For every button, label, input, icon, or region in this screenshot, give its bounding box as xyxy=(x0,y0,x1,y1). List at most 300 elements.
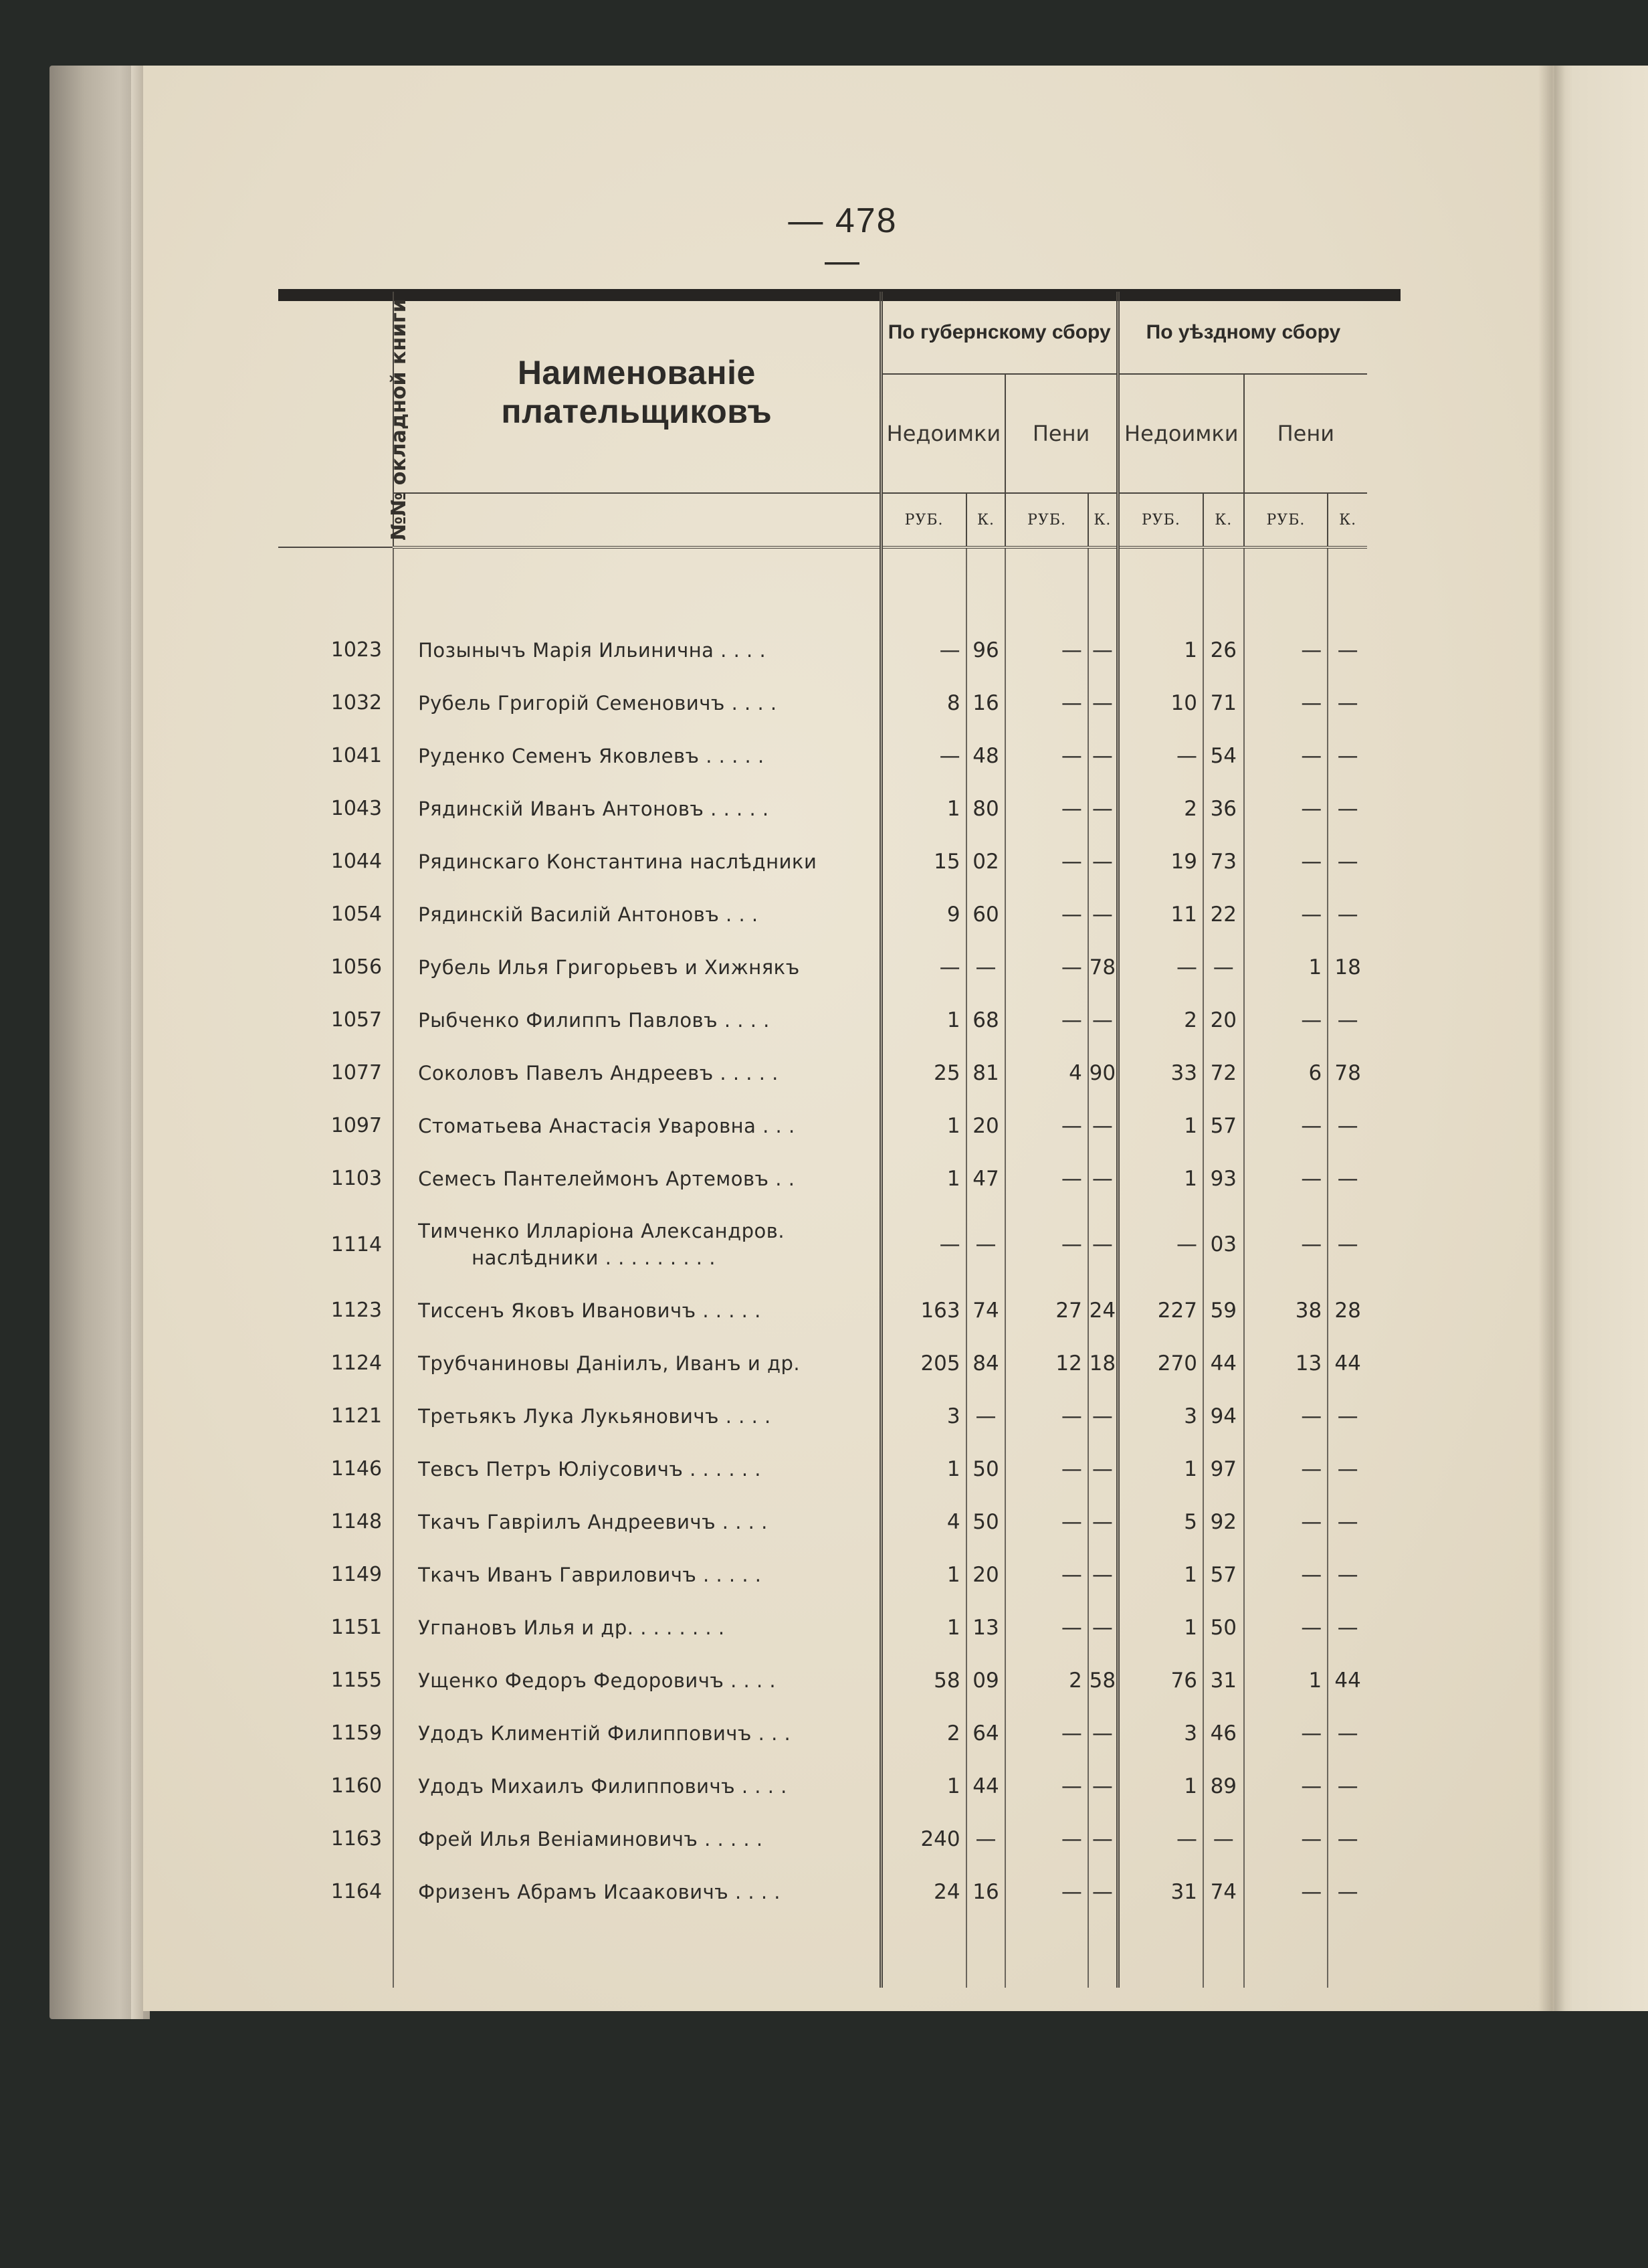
amount-cell-u-n-k: 59 xyxy=(1203,1284,1244,1337)
amount-cell-u-p-r: — xyxy=(1244,782,1328,835)
amount-cell-g-p-r: — xyxy=(1005,729,1088,782)
table-row xyxy=(278,1099,1367,1152)
amount-cell-g-p-r: — xyxy=(1005,941,1088,994)
amount-cell-g-p-r: — xyxy=(1005,1152,1088,1205)
header-uezd-penalties: Пени xyxy=(1244,374,1367,493)
arrears-table xyxy=(278,292,1367,1988)
payer-name-cell xyxy=(393,1205,881,1284)
amount-cell-g-p-r: — xyxy=(1005,1865,1088,1918)
cell xyxy=(393,547,881,624)
amount-cell-g-n-r: 1 xyxy=(881,1760,966,1812)
amount-cell-u-n-r: 227 xyxy=(1118,1284,1203,1337)
amount-cell-u-p-k: — xyxy=(1337,849,1358,874)
ledger-number-cell: 1041 xyxy=(278,729,393,782)
amount-cell-u-n-k: 57 xyxy=(1203,1099,1244,1152)
amount-cell-g-p-k: — xyxy=(1088,1812,1118,1865)
amount-cell-u-p-k: 44 xyxy=(1334,1668,1361,1693)
table-row xyxy=(278,1707,1367,1760)
amount-cell-g-n-r: — xyxy=(881,941,966,994)
amount-cell-g-p-k: 24 xyxy=(1088,1284,1118,1337)
table-row xyxy=(278,1865,1367,1918)
amount-cell-u-n-k: 22 xyxy=(1203,888,1244,941)
amount-cell-u-n-r: 10 xyxy=(1118,676,1203,729)
cell xyxy=(966,1918,1006,1988)
table-body xyxy=(278,547,1367,1988)
amount-cell-g-p-k: — xyxy=(1088,1601,1118,1654)
amount-cell-g-p-k: — xyxy=(1088,1865,1118,1918)
amount-cell-g-p-r: — xyxy=(1005,1099,1088,1152)
amount-cell-u-p-k: — xyxy=(1337,1721,1358,1745)
header-group-uezd: По уѣздному сбору xyxy=(1118,292,1367,374)
amount-cell-u-n-r: — xyxy=(1118,941,1203,994)
amount-cell-g-p-r: — xyxy=(1005,676,1088,729)
amount-cell-u-p-k: 44 xyxy=(1334,1351,1361,1376)
amount-cell-u-n-r: 76 xyxy=(1118,1654,1203,1707)
amount-cell-u-p-k: 78 xyxy=(1334,1060,1361,1085)
amount-cell-g-p-r: — xyxy=(1005,994,1088,1046)
ledger-number-cell: 1151 xyxy=(278,1601,393,1654)
amount-cell-u-n-k: 50 xyxy=(1203,1601,1244,1654)
ledger-number-cell: 1103 xyxy=(278,1152,393,1205)
amount-cell-g-p-r: — xyxy=(1005,624,1088,676)
amount-cell-g-p-k: 78 xyxy=(1088,941,1118,994)
amount-cell-g-n-k: 44 xyxy=(966,1760,1006,1812)
ledger-number-cell: 1023 xyxy=(278,624,393,676)
ledger-number-cell: 1123 xyxy=(278,1284,393,1337)
amount-cell-u-p-k: — xyxy=(1337,1456,1358,1481)
amount-cell-u-n-r: 270 xyxy=(1118,1337,1203,1390)
payer-name-cell: Тиссенъ Яковъ Ивановичъ . . . . . xyxy=(393,1284,881,1337)
table-row xyxy=(278,1152,1367,1205)
table-row xyxy=(278,1495,1367,1548)
amount-cell-u-p-r: — xyxy=(1244,1707,1328,1760)
amount-cell-g-n-k: 20 xyxy=(966,1548,1006,1601)
amount-cell-g-p-k: — xyxy=(1088,676,1118,729)
amount-cell-u-n-k: 97 xyxy=(1203,1442,1244,1495)
amount-cell-g-p-r: — xyxy=(1005,1760,1088,1812)
amount-cell-g-p-r: — xyxy=(1005,1495,1088,1548)
ledger-number-cell: 1163 xyxy=(278,1812,393,1865)
table-row xyxy=(278,1442,1367,1495)
payer-name-cell: Трубчаниновы Даніилъ, Иванъ и др. xyxy=(393,1337,881,1390)
amount-cell-u-n-r: 5 xyxy=(1118,1495,1203,1548)
amount-cell-g-p-r: — xyxy=(1005,835,1088,888)
header-unit-rub: РУБ. xyxy=(1244,493,1328,547)
table-row xyxy=(278,676,1367,729)
header-unit-rub: РУБ. xyxy=(1005,493,1088,547)
ledger-number-cell: 1160 xyxy=(278,1760,393,1812)
payer-name-cell: Фрей Илья Веніаминовичъ . . . . . xyxy=(393,1812,881,1865)
payer-name-cell: Соколовъ Павелъ Андреевъ . . . . . xyxy=(393,1046,881,1099)
amount-cell-u-n-r: 1 xyxy=(1118,1548,1203,1601)
amount-cell-u-n-k: 94 xyxy=(1203,1390,1244,1442)
amount-cell-g-n-r: 163 xyxy=(881,1284,966,1337)
amount-cell-u-n-r: 31 xyxy=(1118,1865,1203,1918)
amount-cell-g-n-k: 50 xyxy=(966,1495,1006,1548)
header-name-spacer xyxy=(393,493,881,547)
amount-cell-g-n-k: 64 xyxy=(966,1707,1006,1760)
amount-cell-u-p-r: — xyxy=(1244,1812,1328,1865)
amount-cell-u-n-r: 1 xyxy=(1118,1442,1203,1495)
amount-cell-u-p-r: — xyxy=(1244,994,1328,1046)
amount-cell-g-p-k: — xyxy=(1088,1152,1118,1205)
amount-cell-u-n-k: 74 xyxy=(1203,1865,1244,1918)
amount-cell-g-p-r: — xyxy=(1005,782,1088,835)
amount-cell-u-p-r: — xyxy=(1244,1601,1328,1654)
header-unit-kop: К. xyxy=(1203,493,1244,547)
amount-cell-g-n-k: — xyxy=(966,1390,1006,1442)
header-unit-rub: РУБ. xyxy=(1118,493,1203,547)
amount-cell-g-n-r: 240 xyxy=(881,1812,966,1865)
amount-cell-u-p-k: — xyxy=(1337,1166,1358,1191)
amount-cell-g-p-k: — xyxy=(1088,1390,1118,1442)
table-row xyxy=(278,1284,1367,1337)
ledger-number-cell: 1159 xyxy=(278,1707,393,1760)
amount-cell-u-p-k: — xyxy=(1337,638,1358,662)
amount-cell-g-n-k: 02 xyxy=(966,835,1006,888)
amount-cell-u-p-k: — xyxy=(1337,1113,1358,1138)
amount-cell-g-n-r: 1 xyxy=(881,1152,966,1205)
amount-cell-g-n-r: 1 xyxy=(881,1099,966,1152)
header-gub-arrears: Недоимки xyxy=(881,374,1005,493)
amount-cell-g-p-k: 18 xyxy=(1088,1337,1118,1390)
amount-cell-g-n-k: 68 xyxy=(966,994,1006,1046)
book-cover-edge xyxy=(131,66,143,2019)
amount-cell-g-p-k: — xyxy=(1088,1205,1118,1284)
payer-name-cell: Рядинскій Василій Антоновъ . . . xyxy=(393,888,881,941)
amount-cell-u-n-r: — xyxy=(1118,1205,1203,1284)
amount-cell-u-p-k: — xyxy=(1337,1509,1358,1534)
amount-cell-g-p-r: — xyxy=(1005,1601,1088,1654)
amount-cell-g-n-k: 16 xyxy=(966,676,1006,729)
amount-cell-g-n-r: 2 xyxy=(881,1707,966,1760)
amount-cell-g-n-k: 81 xyxy=(966,1046,1006,1099)
amount-cell-u-p-k: — xyxy=(1337,1826,1358,1851)
amount-cell-u-p-r: 13 xyxy=(1244,1337,1328,1390)
cell xyxy=(1328,547,1367,624)
ledger-number-cell: 1164 xyxy=(278,1865,393,1918)
header-group-gubernia: По губернскому сбору xyxy=(881,292,1118,374)
table-row xyxy=(278,782,1367,835)
payer-name-cell: Рядинскаго Константина наслѣдники xyxy=(393,835,881,888)
amount-cell-g-n-k: — xyxy=(966,1205,1006,1284)
amount-cell-u-p-r: — xyxy=(1244,888,1328,941)
header-gub-penalties: Пени xyxy=(1005,374,1118,493)
amount-cell-u-n-k: 36 xyxy=(1203,782,1244,835)
amount-cell-g-n-r: 205 xyxy=(881,1337,966,1390)
amount-cell-g-n-r: 24 xyxy=(881,1865,966,1918)
amount-cell-g-n-k: 84 xyxy=(966,1337,1006,1390)
ledger-number-cell: 1077 xyxy=(278,1046,393,1099)
amount-cell-g-p-k: — xyxy=(1088,1548,1118,1601)
amount-cell-g-p-k: — xyxy=(1088,729,1118,782)
amount-cell-g-n-k: 13 xyxy=(966,1601,1006,1654)
cell xyxy=(966,547,1006,624)
page-gutter xyxy=(1538,66,1565,2011)
amount-cell-u-n-r: 3 xyxy=(1118,1707,1203,1760)
payer-name-cell: Семесъ Пантелеймонъ Артемовъ . . xyxy=(393,1152,881,1205)
payer-name-line: Тимченко Илларіона Александров. xyxy=(418,1220,785,1242)
amount-cell-u-p-k: — xyxy=(1337,743,1358,768)
amount-cell-u-p-r: — xyxy=(1244,1495,1328,1548)
amount-cell-u-n-k: 92 xyxy=(1203,1495,1244,1548)
amount-cell-g-n-r: 1 xyxy=(881,782,966,835)
amount-cell-u-p-r: — xyxy=(1244,1205,1328,1284)
amount-cell-u-p-r: — xyxy=(1244,1865,1328,1918)
amount-cell-g-p-r: — xyxy=(1005,1205,1088,1284)
amount-cell-u-n-k: 31 xyxy=(1203,1654,1244,1707)
amount-cell-g-n-k: — xyxy=(966,1812,1006,1865)
cell xyxy=(278,1918,393,1988)
ledger-number-cell: 1155 xyxy=(278,1654,393,1707)
amount-cell-g-n-r: 15 xyxy=(881,835,966,888)
amount-cell-g-n-r: 8 xyxy=(881,676,966,729)
ledger-number-cell: 1149 xyxy=(278,1548,393,1601)
amount-cell-u-p-k: — xyxy=(1337,902,1358,927)
amount-cell-g-n-r: 1 xyxy=(881,1442,966,1495)
amount-cell-g-p-k: — xyxy=(1088,888,1118,941)
ledger-number-cell: 1032 xyxy=(278,676,393,729)
amount-cell-u-n-k: 46 xyxy=(1203,1707,1244,1760)
amount-cell-g-p-k: 58 xyxy=(1088,1654,1118,1707)
ledger-number-cell: 1121 xyxy=(278,1390,393,1442)
amount-cell-g-n-k: 20 xyxy=(966,1099,1006,1152)
payer-name-cell: Тевсъ Петръ Юліусовичъ . . . . . . xyxy=(393,1442,881,1495)
table-row xyxy=(278,888,1367,941)
amount-cell-g-n-k: 96 xyxy=(966,624,1006,676)
amount-cell-g-p-r: — xyxy=(1005,1707,1088,1760)
payer-name-cell: Ткачъ Иванъ Гавриловичъ . . . . . xyxy=(393,1548,881,1601)
amount-cell-u-p-k: 18 xyxy=(1334,955,1361,979)
amount-cell-g-n-k: 47 xyxy=(966,1152,1006,1205)
table-row xyxy=(278,1205,1367,1284)
amount-cell-u-p-r: — xyxy=(1244,1152,1328,1205)
page-number: — 478 — xyxy=(788,201,898,280)
payer-name-cell: Ущенко Федоръ Федоровичъ . . . . xyxy=(393,1654,881,1707)
header-unit-kop: К. xyxy=(1088,493,1118,547)
ledger-number-cell: 1044 xyxy=(278,835,393,888)
table-row xyxy=(278,1812,1367,1865)
amount-cell-g-p-r: — xyxy=(1005,1390,1088,1442)
amount-cell-g-p-r: 27 xyxy=(1005,1284,1088,1337)
amount-cell-g-p-k: 90 xyxy=(1088,1046,1118,1099)
payer-name-cell: Фризенъ Абрамъ Исааковичъ . . . . xyxy=(393,1865,881,1918)
amount-cell-u-n-r: 1 xyxy=(1118,624,1203,676)
amount-cell-u-p-r: — xyxy=(1244,1548,1328,1601)
amount-cell-g-n-r: — xyxy=(881,729,966,782)
amount-cell-u-p-k: — xyxy=(1337,1232,1358,1256)
amount-cell-u-n-r: — xyxy=(1118,729,1203,782)
amount-cell-g-p-k: — xyxy=(1088,624,1118,676)
amount-cell-u-n-k: 54 xyxy=(1203,729,1244,782)
table-row xyxy=(278,994,1367,1046)
table-row xyxy=(278,1337,1367,1390)
amount-cell-u-n-k: 72 xyxy=(1203,1046,1244,1099)
amount-cell-u-n-k: 73 xyxy=(1203,835,1244,888)
amount-cell-g-p-r: 4 xyxy=(1005,1046,1088,1099)
amount-cell-g-n-r: — xyxy=(881,1205,966,1284)
amount-cell-u-p-r: — xyxy=(1244,1390,1328,1442)
amount-cell-u-n-k: 89 xyxy=(1203,1760,1244,1812)
amount-cell-u-p-r: — xyxy=(1244,1099,1328,1152)
amount-cell-u-p-k: — xyxy=(1337,1008,1358,1032)
amount-cell-g-n-r: 25 xyxy=(881,1046,966,1099)
ledger-number-cell: 1114 xyxy=(278,1205,393,1284)
amount-cell-g-p-r: 2 xyxy=(1005,1654,1088,1707)
cell xyxy=(1118,547,1203,624)
amount-cell-g-p-k: — xyxy=(1088,1495,1118,1548)
cell xyxy=(1088,1918,1118,1988)
amount-cell-u-n-k: 03 xyxy=(1203,1205,1244,1284)
amount-cell-g-n-k: 50 xyxy=(966,1442,1006,1495)
cell xyxy=(1328,1918,1367,1988)
payer-name-line-2: наслѣдники . . . . . . . . . xyxy=(472,1246,716,1269)
table-row xyxy=(278,1548,1367,1601)
amount-cell-g-p-k: — xyxy=(1088,1707,1118,1760)
amount-cell-g-n-k: 48 xyxy=(966,729,1006,782)
table-row xyxy=(278,1760,1367,1812)
amount-cell-g-n-k: — xyxy=(966,941,1006,994)
table-row xyxy=(278,1654,1367,1707)
cell xyxy=(1203,547,1244,624)
amount-cell-u-p-r: — xyxy=(1244,835,1328,888)
payer-name-cell: Позынычъ Марія Ильинична . . . . xyxy=(393,624,881,676)
table-row xyxy=(278,835,1367,888)
ledger-number-cell: 1124 xyxy=(278,1337,393,1390)
amount-cell-u-n-k: 26 xyxy=(1203,624,1244,676)
amount-cell-u-n-r: 1 xyxy=(1118,1760,1203,1812)
amount-cell-u-p-k: — xyxy=(1337,1562,1358,1587)
amount-cell-g-p-r: — xyxy=(1005,888,1088,941)
amount-cell-u-p-r: 38 xyxy=(1244,1284,1328,1337)
payer-name-cell: Удодъ Михаилъ Филипповичъ . . . . xyxy=(393,1760,881,1812)
amount-cell-g-p-r: — xyxy=(1005,1548,1088,1601)
amount-cell-u-p-r: — xyxy=(1244,676,1328,729)
table-row xyxy=(278,729,1367,782)
amount-cell-g-p-r: — xyxy=(1005,1442,1088,1495)
amount-cell-u-n-r: 1 xyxy=(1118,1601,1203,1654)
header-payer-name: Наименованіе плательщиковъ xyxy=(393,292,881,493)
amount-cell-g-n-r: 3 xyxy=(881,1390,966,1442)
cell xyxy=(1088,547,1118,624)
amount-cell-u-n-r: 3 xyxy=(1118,1390,1203,1442)
cell xyxy=(278,547,393,624)
amount-cell-u-n-k: 57 xyxy=(1203,1548,1244,1601)
amount-cell-g-n-k: 60 xyxy=(966,888,1006,941)
payer-name-cell: Удодъ Климентій Филипповичъ . . . xyxy=(393,1707,881,1760)
header-ledger-number-text: №№ окладной книги xyxy=(387,298,411,541)
amount-cell-g-n-r: 1 xyxy=(881,994,966,1046)
header-uezd-arrears: Недоимки xyxy=(1118,374,1243,493)
cell xyxy=(1005,547,1088,624)
cell xyxy=(1244,1918,1328,1988)
cell xyxy=(1005,1918,1088,1988)
amount-cell-u-p-r: 1 xyxy=(1244,941,1328,994)
table-row xyxy=(278,624,1367,676)
table-row xyxy=(278,941,1367,994)
amount-cell-u-n-r: 19 xyxy=(1118,835,1203,888)
amount-cell-g-n-r: 1 xyxy=(881,1548,966,1601)
amount-cell-u-p-k: — xyxy=(1337,796,1358,821)
payer-name-cell: Рубель Григорій Семеновичъ . . . . xyxy=(393,676,881,729)
payer-name-cell: Стоматьева Анастасія Уваровна . . . xyxy=(393,1099,881,1152)
amount-cell-u-n-k: 20 xyxy=(1203,994,1244,1046)
payer-name-cell: Угпановъ Илья и др. . . . . . . . xyxy=(393,1601,881,1654)
amount-cell-g-n-r: 4 xyxy=(881,1495,966,1548)
amount-cell-g-n-k: 74 xyxy=(966,1284,1006,1337)
ledger-number-cell: 1056 xyxy=(278,941,393,994)
cell xyxy=(881,547,966,624)
cell xyxy=(393,1918,881,1988)
amount-cell-u-p-k: — xyxy=(1337,1774,1358,1798)
amount-cell-u-n-k: — xyxy=(1203,1812,1244,1865)
amount-cell-g-p-k: — xyxy=(1088,782,1118,835)
cell xyxy=(1203,1918,1244,1988)
payer-name-cell: Рядинскій Иванъ Антоновъ . . . . . xyxy=(393,782,881,835)
ledger-number-cell: 1146 xyxy=(278,1442,393,1495)
amount-cell-u-p-k: — xyxy=(1337,1615,1358,1640)
amount-cell-g-n-k: 09 xyxy=(966,1654,1006,1707)
amount-cell-u-p-k: — xyxy=(1337,690,1358,715)
header-unit-kop: К. xyxy=(966,493,1006,547)
ledger-number-cell: 1054 xyxy=(278,888,393,941)
payer-name-cell: Ткачъ Гавріилъ Андреевичъ . . . . xyxy=(393,1495,881,1548)
cell xyxy=(1244,547,1328,624)
amount-cell-g-n-r: 9 xyxy=(881,888,966,941)
table-row xyxy=(278,1046,1367,1099)
amount-cell-g-p-k: — xyxy=(1088,1099,1118,1152)
amount-cell-u-n-k: — xyxy=(1203,941,1244,994)
amount-cell-u-n-k: 44 xyxy=(1203,1337,1244,1390)
amount-cell-u-p-k: — xyxy=(1337,1404,1358,1428)
amount-cell-g-p-k: — xyxy=(1088,1760,1118,1812)
amount-cell-u-p-r: 1 xyxy=(1244,1654,1328,1707)
amount-cell-g-p-k: — xyxy=(1088,994,1118,1046)
payer-name-cell: Руденко Семенъ Яковлевъ . . . . . xyxy=(393,729,881,782)
amount-cell-u-p-r: — xyxy=(1244,624,1328,676)
amount-cell-g-p-k: — xyxy=(1088,835,1118,888)
header-unit-rub: РУБ. xyxy=(881,493,966,547)
amount-cell-u-n-r: 1 xyxy=(1118,1099,1203,1152)
ledger-number-cell: 1043 xyxy=(278,782,393,835)
amount-cell-u-p-r: — xyxy=(1244,1760,1328,1812)
amount-cell-u-p-r: — xyxy=(1244,729,1328,782)
table-row xyxy=(278,1390,1367,1442)
amount-cell-g-n-r: 58 xyxy=(881,1654,966,1707)
payer-name-cell: Рубель Илья Григорьевъ и Хижнякъ xyxy=(393,941,881,994)
payer-name-cell: Рыбченко Филиппъ Павловъ . . . . xyxy=(393,994,881,1046)
cell xyxy=(1118,1918,1203,1988)
amount-cell-u-n-r: 11 xyxy=(1118,888,1203,941)
amount-cell-u-n-r: 33 xyxy=(1118,1046,1203,1099)
table-spacer-row xyxy=(278,1918,1367,1988)
amount-cell-g-n-r: 1 xyxy=(881,1601,966,1654)
amount-cell-g-p-r: 12 xyxy=(1005,1337,1088,1390)
amount-cell-u-n-r: 2 xyxy=(1118,994,1203,1046)
amount-cell-g-n-k: 80 xyxy=(966,782,1006,835)
cell xyxy=(881,1918,966,1988)
amount-cell-u-p-r: 6 xyxy=(1244,1046,1328,1099)
table-spacer-row xyxy=(278,547,1367,624)
amount-cell-g-p-r: — xyxy=(1005,1812,1088,1865)
amount-cell-g-n-r: — xyxy=(881,624,966,676)
amount-cell-u-p-k: — xyxy=(1337,1879,1358,1904)
ledger-number-cell: 1057 xyxy=(278,994,393,1046)
amount-cell-u-n-k: 93 xyxy=(1203,1152,1244,1205)
amount-cell-u-p-r: — xyxy=(1244,1442,1328,1495)
ledger-number-cell: 1148 xyxy=(278,1495,393,1548)
ledger-number-cell: 1097 xyxy=(278,1099,393,1152)
